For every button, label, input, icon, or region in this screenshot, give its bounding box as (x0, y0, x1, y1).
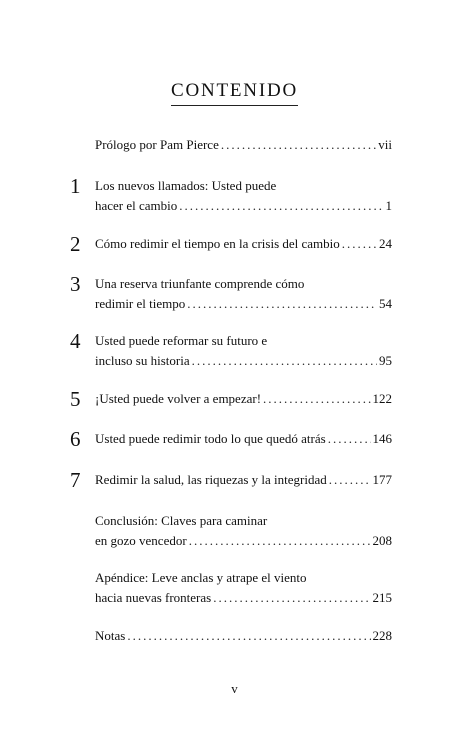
page-folio: v (231, 681, 238, 696)
dot-leader (329, 470, 371, 490)
toc-entry-title: ¡Usted puede volver a empezar! (95, 391, 262, 406)
toc-entry-line (95, 626, 392, 646)
dot-leader (189, 531, 371, 551)
dot-leader (192, 351, 377, 371)
toc-entry-line (95, 588, 392, 608)
toc-entry-title: Usted puede redimir todo lo que quedó atrás (95, 431, 326, 446)
toc-entry-line (95, 568, 392, 588)
dot-leader (127, 626, 370, 646)
toc-entry-text (95, 470, 392, 490)
toc-entry-text (95, 568, 392, 608)
toc-entry-line (95, 429, 392, 449)
toc-entry-title-cont: en gozo vencedor (95, 533, 187, 548)
toc-entry-text (95, 274, 392, 314)
toc-entry-line (95, 389, 392, 409)
toc-entry-title: Usted puede reformar su futuro e (95, 333, 268, 348)
toc-entry-title-cont: redimir el tiempo (95, 296, 186, 311)
dot-leader (213, 588, 370, 608)
contents-title: CONTENIDO (171, 80, 298, 106)
chapter-number: 4 (70, 329, 81, 353)
toc-page-number: 228 (372, 628, 392, 643)
toc-page-number: vii (378, 137, 392, 152)
toc-page-number: 1 (385, 198, 392, 213)
toc-entry-line (95, 351, 392, 371)
toc-page-number: 54 (379, 296, 392, 311)
chapter-number: 6 (70, 427, 81, 451)
chapter-number: 5 (70, 387, 81, 411)
toc-entry-title: Cómo redimir el tiempo en la crisis del cambio (95, 236, 340, 251)
toc-page-number: 95 (379, 353, 392, 368)
toc-entry-text (95, 234, 392, 254)
toc-entry-title: Los nuevos llamados: Usted puede (95, 178, 277, 193)
toc-entry-line (95, 294, 392, 314)
chapter-number: 3 (70, 272, 81, 296)
toc-entry-line (95, 135, 392, 155)
chapter-number: 1 (70, 174, 81, 198)
dot-leader (221, 135, 376, 155)
toc-page-number: 122 (372, 391, 392, 406)
toc-entry-title-cont: hacia nuevas fronteras (95, 590, 212, 605)
dot-leader (342, 234, 377, 254)
toc-page-number: 215 (372, 590, 392, 605)
toc-page-number: 146 (372, 431, 392, 446)
toc-entry-line (95, 331, 392, 351)
toc-entry-text (95, 511, 392, 551)
toc-page-number: 24 (379, 236, 392, 251)
toc-entry-text (95, 331, 392, 371)
toc-entry-line (95, 274, 392, 294)
page-heading (0, 80, 469, 106)
toc-entry-title-cont: incluso su historia (95, 353, 190, 368)
dot-leader (263, 389, 370, 409)
toc-entry-line (95, 470, 392, 490)
toc-entry-line (95, 196, 392, 216)
chapter-number: 7 (70, 468, 81, 492)
dot-leader (179, 196, 383, 216)
toc-entry-line (95, 531, 392, 551)
toc-entry-text (95, 626, 392, 646)
toc-entry-title: Notas (95, 628, 126, 643)
dot-leader (187, 294, 377, 314)
toc-entry-title: Una reserva triunfante comprende cómo (95, 276, 305, 291)
toc-entry-text (95, 389, 392, 409)
toc-entry-title: Conclusión: Claves para caminar (95, 513, 268, 528)
toc-entry-text (95, 429, 392, 449)
toc-entry-line (95, 511, 392, 531)
dot-leader (328, 429, 371, 449)
toc-page-number: 208 (372, 533, 392, 548)
toc-entry-title-cont: hacer el cambio (95, 198, 178, 213)
toc-entry-line (95, 176, 392, 196)
toc-entry-title: Apéndice: Leve anclas y atrape el viento (95, 570, 307, 585)
toc-entry-line (95, 234, 392, 254)
toc-entry-title: Prólogo por Pam Pierce (95, 137, 219, 152)
toc-page-number: 177 (372, 472, 392, 487)
toc-entry-text (95, 176, 392, 216)
toc-entry-title: Redimir la salud, las riquezas y la integridad (95, 472, 327, 487)
toc-entry-text (95, 135, 392, 155)
chapter-number: 2 (70, 232, 81, 256)
